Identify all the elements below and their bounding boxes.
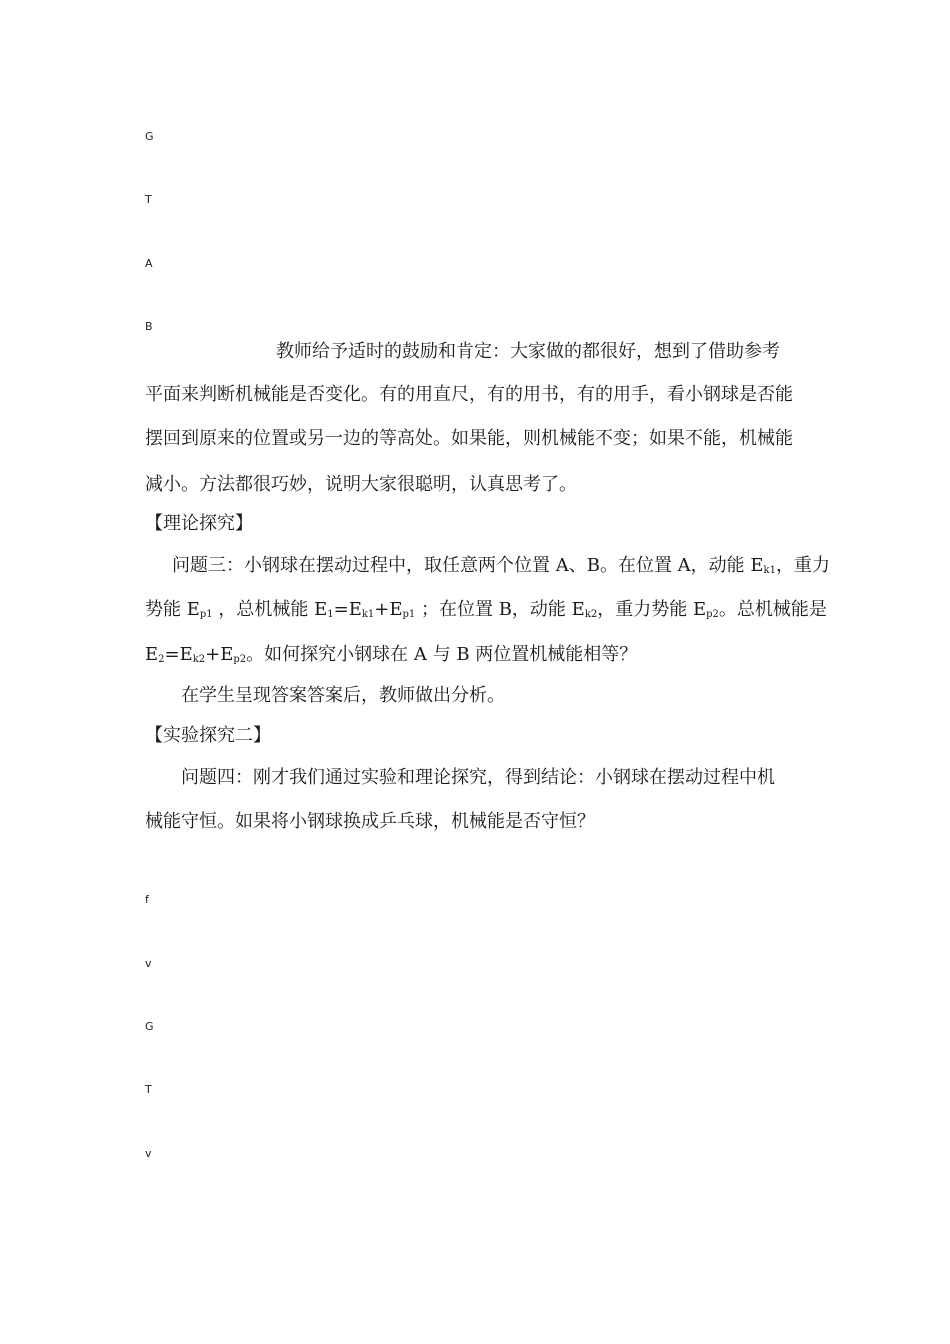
figure-label-v: v bbox=[145, 1147, 152, 1160]
q3-subscript: 1 bbox=[327, 609, 334, 620]
question3-line1 bbox=[172, 554, 830, 583]
q3-text: ，重力 bbox=[775, 555, 830, 576]
q3-text: ，总机械能 E bbox=[212, 599, 328, 620]
q3-subscript: p2 bbox=[706, 609, 719, 620]
paragraph1-line4: 减小。方法都很巧妙，说明大家很聪明，认真思考了。 bbox=[145, 474, 577, 495]
q3-subscript: k2 bbox=[192, 654, 206, 665]
q3-text: ，重力势能 E bbox=[597, 599, 707, 620]
figure-label-f: f bbox=[145, 893, 149, 906]
figure-label-b: B bbox=[145, 320, 153, 333]
question3-line2 bbox=[145, 598, 827, 627]
question3-line3 bbox=[145, 643, 637, 672]
q3-text: ；在位置 B，动能 E bbox=[415, 599, 585, 620]
q3-subscript: k1 bbox=[361, 609, 375, 620]
teacher-note: 在学生呈现答案答案后，教师做出分析。 bbox=[181, 685, 505, 706]
question4-line2: 械能守恒。如果将小钢球换成乒乓球，机械能是否守恒？ bbox=[145, 811, 595, 832]
q3-text: E bbox=[145, 644, 159, 665]
q3-text: 。总机械能是 bbox=[718, 599, 827, 620]
figure-label-a: A bbox=[145, 257, 153, 270]
q3-text: 势能 E bbox=[145, 599, 200, 620]
q3-subscript: p1 bbox=[402, 609, 416, 620]
paragraph1-line2: 平面来判断机械能是否变化。有的用直尺，有的用书，有的用手，看小钢球是否能 bbox=[145, 384, 793, 405]
question4-line1: 问题四：刚才我们通过实验和理论探究，得到结论：小钢球在摆动过程中机 bbox=[181, 767, 775, 788]
q3-subscript: 2 bbox=[158, 654, 165, 665]
paragraph1-line1: 教师给予适时的鼓励和肯定：大家做的都很好，想到了借助参考 bbox=[276, 341, 780, 362]
q3-text: +E bbox=[374, 599, 403, 620]
q3-text: =E bbox=[333, 599, 362, 620]
q3-text: =E bbox=[164, 644, 193, 665]
q3-subscript: k2 bbox=[584, 609, 598, 620]
figure-label-g: G bbox=[145, 130, 154, 143]
q3-subscript: p2 bbox=[233, 654, 247, 665]
paragraph1-line3: 摆回到原来的位置或另一边的等高处。如果能，则机械能不变；如果不能，机械能 bbox=[145, 428, 793, 449]
figure-label-t: T bbox=[145, 1083, 152, 1096]
q3-subscript: p1 bbox=[199, 609, 213, 620]
figure-label-t: T bbox=[145, 193, 152, 206]
q3-text: 问题三：小钢球在摆动过程中，取任意两个位置 A、B。在位置 A，动能 E bbox=[172, 555, 764, 576]
q3-subscript: k1 bbox=[763, 565, 776, 576]
figure-label-g: G bbox=[145, 1020, 154, 1033]
q3-text: +E bbox=[205, 644, 234, 665]
figure-label-v: v bbox=[145, 957, 152, 970]
heading-experiment2: 【实验探究二】 bbox=[145, 725, 271, 746]
heading-theory: 【理论探究】 bbox=[145, 513, 253, 534]
q3-text: 。如何探究小钢球在 A 与 B 两位置机械能相等？ bbox=[246, 644, 638, 665]
